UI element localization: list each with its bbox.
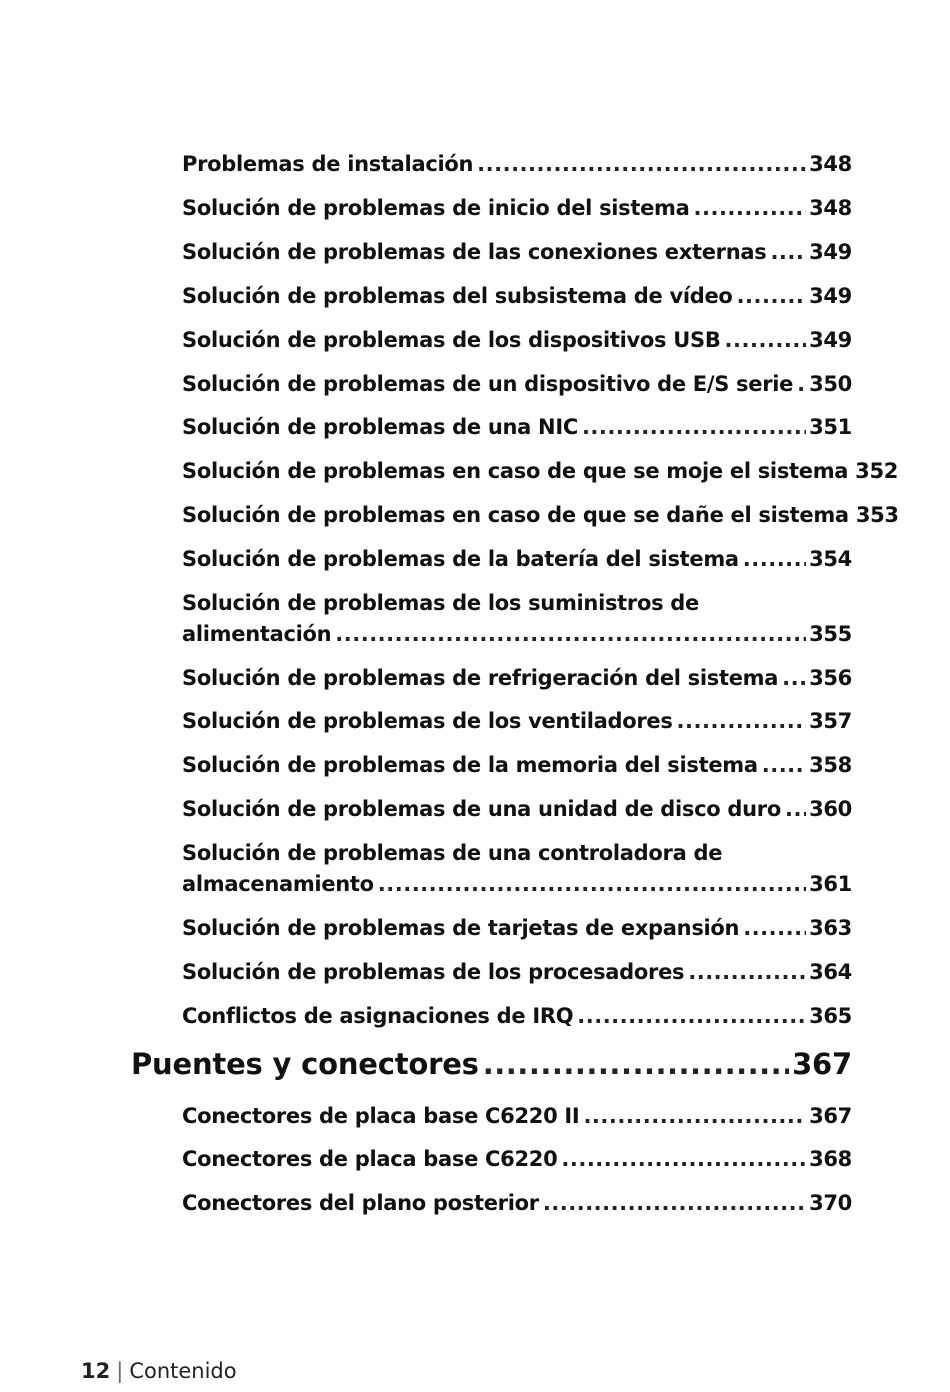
entry-page: 368: [809, 1147, 852, 1171]
entry-page: 370: [809, 1191, 852, 1215]
dot-leader: [743, 913, 806, 943]
dot-leader: [743, 544, 806, 574]
entry-title: Solución de problemas de los dispositivos USB: [182, 328, 721, 352]
dot-leader: [378, 869, 806, 899]
entry-title: Solución de problemas en caso de que se dañe el sistema: [182, 503, 849, 527]
chapter-title: Puentes y conectores: [131, 1047, 479, 1081]
page-footer: [81, 1356, 237, 1386]
toc-entry[interactable]: [182, 412, 852, 442]
entry-title: Solución de problemas de un dispositivo de E/S serie: [182, 372, 794, 396]
dot-leader: [797, 369, 806, 399]
entry-page: 364: [809, 960, 852, 984]
toc-chapter-entry[interactable]: [131, 1045, 852, 1083]
toc-entry[interactable]: [182, 619, 852, 649]
entry-page: 352: [855, 459, 899, 483]
entry-page: 361: [809, 872, 852, 896]
entry-title: Conectores del plano posterior: [182, 1191, 539, 1215]
entry-page: 356: [809, 666, 852, 690]
dot-leader: [577, 1001, 806, 1031]
dot-leader: [677, 706, 807, 736]
entry-page: 354: [809, 547, 852, 571]
toc-entry[interactable]: [182, 193, 852, 223]
entry-page: 353: [855, 503, 899, 527]
dot-leader: [770, 237, 806, 267]
chapter-page: 367: [792, 1047, 852, 1081]
entry-title: Problemas de instalación: [182, 152, 474, 176]
entry-title: Solución de problemas en caso de que se moje el sistema: [182, 459, 849, 483]
dot-leader: [543, 1188, 806, 1218]
entry-page: 355: [809, 622, 852, 646]
entry-title: Solución de problemas de la batería del sistema: [182, 547, 739, 571]
entry-page: 349: [809, 328, 852, 352]
dot-leader: [477, 149, 806, 179]
toc-entry[interactable]: [182, 869, 852, 899]
toc-entry[interactable]: [182, 237, 852, 267]
entry-title: Conectores de placa base C6220 II: [182, 1104, 580, 1128]
footer-section: Contenido: [129, 1359, 237, 1383]
toc-entry[interactable]: [182, 325, 852, 355]
dot-leader: [725, 325, 807, 355]
entry-title: Solución de problemas del subsistema de vídeo: [182, 284, 733, 308]
entry-page: 349: [809, 284, 852, 308]
dot-leader: [483, 1045, 789, 1083]
entry-title: Solución de problemas de la memoria del sistema: [182, 753, 758, 777]
toc-entry[interactable]: [182, 750, 852, 780]
toc-entry[interactable]: [182, 706, 852, 736]
entry-title-line2: almacenamiento: [182, 872, 374, 896]
toc-entry[interactable]: [182, 663, 852, 693]
toc-entry[interactable]: [182, 957, 852, 987]
toc-entry[interactable]: [182, 794, 852, 824]
entry-page: 348: [809, 152, 852, 176]
entry-title: Solución de problemas de los procesadores: [182, 960, 685, 984]
entry-page: 360: [809, 797, 852, 821]
toc-entry[interactable]: [182, 149, 852, 179]
entry-title: Solución de problemas de los ventiladores: [182, 709, 673, 733]
dot-leader: [582, 412, 806, 442]
entry-page: 349: [809, 240, 852, 264]
dot-leader: [737, 281, 807, 311]
toc-entry[interactable]: [182, 1144, 852, 1174]
toc-entry[interactable]: [182, 1188, 852, 1218]
entry-title: Conflictos de asignaciones de IRQ: [182, 1004, 574, 1028]
dot-leader: [583, 1101, 806, 1131]
entry-page: 357: [809, 709, 852, 733]
entry-title: Solución de problemas de refrigeración del sistema: [182, 666, 779, 690]
entry-title: Solución de problemas de una NIC: [182, 415, 578, 439]
dot-leader: [561, 1144, 806, 1174]
dot-leader: [335, 619, 806, 649]
entry-title-line1[interactable]: Solución de problemas de una controladora de: [182, 841, 723, 865]
entry-title: Solución de problemas de una unidad de disco duro: [182, 797, 781, 821]
entry-page: 358: [809, 753, 852, 777]
dot-leader: [694, 193, 807, 223]
entry-title: Conectores de placa base C6220: [182, 1147, 558, 1171]
entry-title-line1[interactable]: Solución de problemas de los suministros de: [182, 591, 699, 615]
dot-leader: [688, 957, 806, 987]
dot-leader: [762, 750, 806, 780]
entry-page: 348: [809, 196, 852, 220]
dot-leader: [785, 794, 806, 824]
entry-page: 350: [809, 372, 852, 396]
entry-page: 367: [809, 1104, 852, 1128]
toc-entry[interactable]: [182, 456, 899, 486]
entry-title: Solución de problemas de tarjetas de expansión: [182, 916, 740, 940]
toc-entry[interactable]: [182, 913, 852, 943]
toc-entry[interactable]: [182, 1101, 852, 1131]
entry-page: 351: [809, 415, 852, 439]
toc-entry[interactable]: [182, 1001, 852, 1031]
toc-entry[interactable]: [182, 369, 852, 399]
toc-entry[interactable]: [182, 500, 899, 530]
toc-entry[interactable]: [182, 544, 852, 574]
entry-title-line2: alimentación: [182, 622, 332, 646]
footer-page-number: 12: [81, 1359, 111, 1383]
dot-leader: [782, 663, 806, 693]
entry-page: 363: [809, 916, 852, 940]
entry-page: 365: [809, 1004, 852, 1028]
footer-separator: |: [116, 1359, 124, 1383]
entry-title: Solución de problemas de inicio del sistema: [182, 196, 690, 220]
toc-entry[interactable]: [182, 281, 852, 311]
entry-title: Solución de problemas de las conexiones externas: [182, 240, 767, 264]
